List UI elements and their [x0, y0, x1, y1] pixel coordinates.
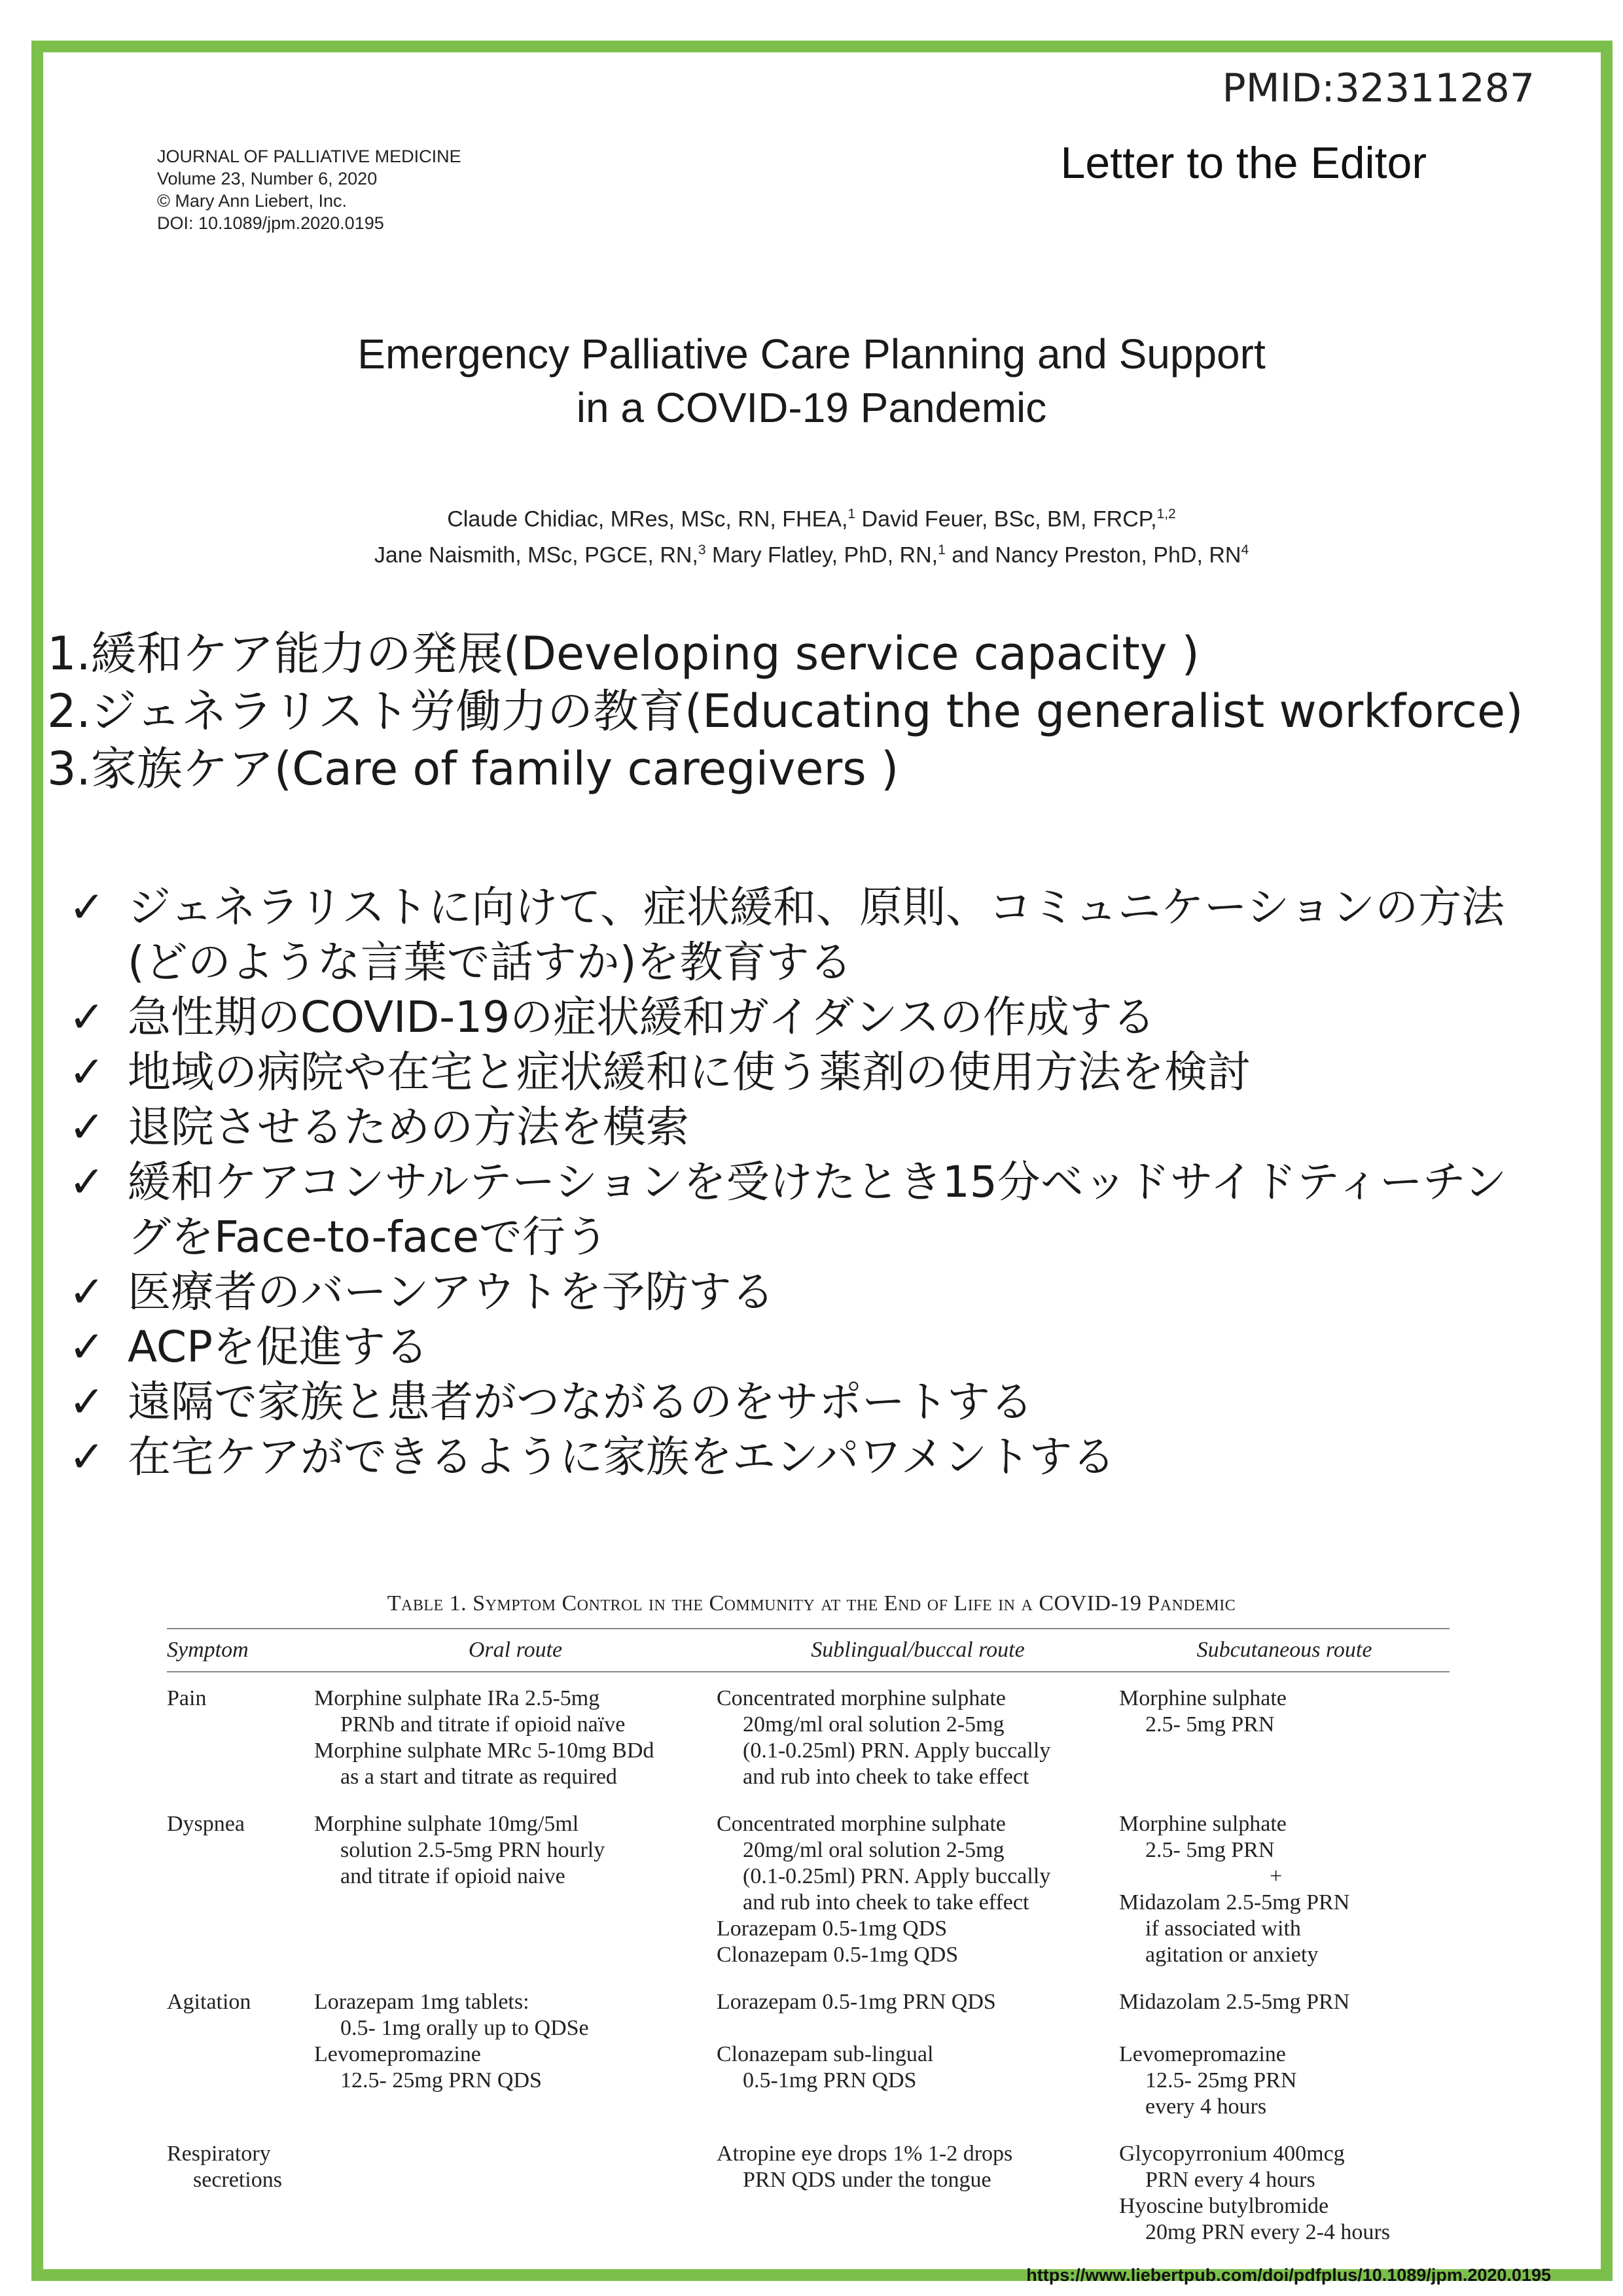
- author-affiliation: 4: [1241, 542, 1249, 558]
- cell-line: and rub into cheek to take effect: [743, 1890, 1029, 1915]
- cell-line: as a start and titrate as required: [340, 1765, 617, 1789]
- table-cell-sublingual: [717, 1989, 1119, 2120]
- check-item-text: 退院させるための方法を模索: [128, 1102, 689, 1152]
- cell-line: 0.5-1mg PRN QDS: [743, 2068, 917, 2093]
- cell-line: Midazolam 2.5-5mg PRN: [1119, 1890, 1350, 1915]
- table-cell-symptom: [167, 1686, 314, 1790]
- cell-line: Lorazepam 0.5-1mg QDS: [717, 1916, 948, 1941]
- cell-line: agitation or anxiety: [1145, 1943, 1319, 1967]
- table-cell-symptom: [167, 1811, 314, 1968]
- cell-line: Atropine eye drops 1% 1-2 drops: [717, 2142, 1013, 2166]
- check-item: [69, 1375, 1528, 1430]
- author-name: Mary Flatley, PhD, RN,: [705, 542, 938, 568]
- cell-line: every 4 hours: [1145, 2094, 1267, 2119]
- author-affiliation: 1: [847, 506, 856, 521]
- header-sublingual: Sublingual/buccal route: [811, 1638, 1025, 1662]
- cell-line: [717, 2015, 1119, 2041]
- author-line-2: [0, 535, 1623, 571]
- table-cell-subcutaneous: [1119, 1989, 1450, 2120]
- checkmark-icon: ✓: [69, 1267, 105, 1317]
- cell-line: Dyspnea: [167, 1812, 245, 1836]
- header-symptom: Symptom: [167, 1638, 249, 1662]
- check-item: [69, 1155, 1528, 1265]
- cell-line: Lorazepam 1mg tablets:: [314, 1990, 529, 2014]
- checkmark-icon: ✓: [69, 882, 105, 932]
- table-cell-symptom: [167, 2141, 314, 2246]
- cell-line: Glycopyrronium 400mcg: [1119, 2142, 1345, 2166]
- table-cell-oral: [314, 1989, 717, 2120]
- check-item: [69, 1265, 1528, 1320]
- checkmark-icon: ✓: [69, 1432, 105, 1482]
- numbered-item: 3.家族ケア(Care of family caregivers ): [47, 742, 899, 796]
- check-item: [69, 1100, 1528, 1155]
- table-cell-oral: [314, 1811, 717, 1968]
- journal-copyright: © Mary Ann Liebert, Inc.: [157, 191, 348, 211]
- checkmark-icon: ✓: [69, 1102, 105, 1152]
- checkmark-icon: ✓: [69, 1377, 105, 1427]
- author-affiliation: 1,2: [1156, 506, 1176, 521]
- table-row: [167, 2128, 1450, 2253]
- author-list: [0, 499, 1623, 571]
- checkmark-icon: ✓: [69, 1157, 105, 1207]
- table-cell-symptom: [167, 1989, 314, 2120]
- author-name: David Feuer, BSc, BM, FRCP,: [855, 506, 1157, 532]
- check-item: [69, 1320, 1528, 1375]
- cell-line: solution 2.5-5mg PRN hourly: [340, 1838, 605, 1862]
- check-item-text: 遠隔で家族と患者がつながるのをサポートする: [128, 1377, 1034, 1427]
- table-cell-subcutaneous: [1119, 2141, 1450, 2246]
- article-title: [0, 327, 1623, 434]
- check-item-text: 医療者のバーンアウトを予防する: [128, 1267, 775, 1317]
- cell-line: Concentrated morphine sulphate: [717, 1686, 1006, 1710]
- journal-volume: Volume 23, Number 6, 2020: [157, 169, 378, 188]
- cell-line: Morphine sulphate 10mg/5ml: [314, 1812, 579, 1836]
- table-cell-sublingual: [717, 1811, 1119, 1968]
- cell-line: 12.5- 25mg PRN QDS: [340, 2068, 542, 2093]
- cell-line: PRNb and titrate if opioid naïve: [340, 1712, 626, 1737]
- check-item-text: 緩和ケアコンサルテーションを受けたとき15分ベッドサイドティーチングをFace-to-faceで行う: [128, 1157, 1507, 1262]
- cell-line: PRN every 4 hours: [1145, 2168, 1315, 2192]
- checklist: [69, 880, 1528, 1485]
- header-oral: Oral route: [468, 1638, 563, 1662]
- numbered-list: [47, 625, 1523, 798]
- journal-name: JOURNAL OF PALLIATIVE MEDICINE: [157, 147, 461, 166]
- cell-line: 20mg PRN every 2-4 hours: [1145, 2220, 1390, 2244]
- table-cell-subcutaneous: [1119, 1686, 1450, 1790]
- cell-line: (0.1-0.25ml) PRN. Apply buccally: [743, 1739, 1051, 1763]
- cell-line: PRN QDS under the tongue: [743, 2168, 991, 2192]
- cell-line: 2.5- 5mg PRN: [1145, 1712, 1275, 1737]
- checkmark-icon: ✓: [69, 992, 105, 1042]
- cell-line: Midazolam 2.5-5mg PRN: [1119, 1990, 1350, 2014]
- cell-line: Lorazepam 0.5-1mg PRN QDS: [717, 1990, 996, 2014]
- author-name: Jane Naismith, MSc, PGCE, RN,: [374, 542, 698, 568]
- cell-line: Morphine sulphate: [1119, 1812, 1287, 1836]
- cell-line: Agitation: [167, 1990, 251, 2014]
- check-item: [69, 880, 1528, 990]
- numbered-item: 2.ジェネラリスト労働力の教育(Educating the generalist workforce): [47, 684, 1524, 738]
- cell-line: Clonazepam sub-lingual: [717, 2042, 934, 2066]
- pmid-label: PMID:32311287: [1222, 65, 1535, 111]
- check-item-text: 地域の病院や在宅と症状緩和に使う薬剤の使用方法を検討: [128, 1047, 1251, 1097]
- cell-line: Morphine sulphate IRa 2.5-5mg: [314, 1686, 600, 1710]
- cell-line: (0.1-0.25ml) PRN. Apply buccally: [743, 1864, 1051, 1888]
- check-item: [69, 1430, 1528, 1485]
- table-body: [167, 1672, 1450, 2253]
- title-line-2: in a COVID-19 Pandemic: [576, 384, 1047, 431]
- checkmark-icon: ✓: [69, 1322, 105, 1372]
- table-cell-sublingual: [717, 2141, 1119, 2246]
- table-cell-oral: [314, 2141, 717, 2246]
- cell-line: 20mg/ml oral solution 2-5mg: [743, 1838, 1005, 1862]
- check-item: [69, 1045, 1528, 1100]
- table-row: [167, 1976, 1450, 2128]
- footer-url: https://www.liebertpub.com/doi/pdfplus/10.1089/jpm.2020.0195: [1026, 2265, 1551, 2285]
- author-affiliation: 1: [938, 542, 946, 558]
- cell-line: Concentrated morphine sulphate: [717, 1812, 1006, 1836]
- cell-line: 20mg/ml oral solution 2-5mg: [743, 1712, 1005, 1737]
- journal-doi: DOI: 10.1089/jpm.2020.0195: [157, 213, 384, 233]
- check-item: [69, 990, 1528, 1045]
- checkmark-icon: ✓: [69, 1047, 105, 1097]
- cell-line: Morphine sulphate: [1119, 1686, 1287, 1710]
- author-name: Claude Chidiac, MRes, MSc, RN, FHEA,: [447, 506, 848, 532]
- cell-line: Respiratory: [167, 2142, 271, 2166]
- cell-line: Pain: [167, 1686, 207, 1710]
- cell-line: Clonazepam 0.5-1mg QDS: [717, 1943, 959, 1967]
- cell-line: +: [1270, 1864, 1283, 1888]
- cell-line: Levomepromazine: [314, 2042, 481, 2066]
- numbered-item: 1.緩和ケア能力の発展(Developing service capacity ): [47, 627, 1200, 680]
- header-subcutaneous: Subcutaneous route: [1196, 1638, 1372, 1662]
- cell-line: and rub into cheek to take effect: [743, 1765, 1029, 1789]
- check-item-text: ジェネラリストに向けて、症状緩和、原則、コミュニケーションの方法(どのような言葉で話すか)を教育する: [128, 882, 1505, 987]
- cell-line: and titrate if opioid naive: [340, 1864, 565, 1888]
- table-cell-sublingual: [717, 1686, 1119, 1790]
- table-cell-oral: [314, 1686, 717, 1790]
- author-name: and Nancy Preston, PhD, RN: [945, 542, 1241, 568]
- cell-line: Morphine sulphate MRc 5-10mg BDd: [314, 1739, 654, 1763]
- cell-line: if associated with: [1145, 1916, 1301, 1941]
- check-item-text: 在宅ケアができるように家族をエンパワメントする: [128, 1432, 1116, 1482]
- check-item-text: 急性期のCOVID-19の症状緩和ガイダンスの作成する: [128, 992, 1156, 1042]
- section-label: Letter to the Editor: [1060, 138, 1427, 188]
- cell-line: Levomepromazine: [1119, 2042, 1286, 2066]
- cell-line: 0.5- 1mg orally up to QDSe: [340, 2016, 589, 2040]
- table-cell-subcutaneous: [1119, 1811, 1450, 1968]
- cell-line: [1119, 2015, 1450, 2041]
- cell-line: 12.5- 25mg PRN: [1145, 2068, 1297, 2093]
- title-line-1: Emergency Palliative Care Planning and Support: [357, 330, 1266, 378]
- author-line-1: [0, 499, 1623, 535]
- journal-info: [157, 145, 461, 234]
- cell-line: Hyoscine butylbromide: [1119, 2194, 1329, 2218]
- table-caption: Table 1. Symptom Control in the Community at the End of Life in a COVID-19 Pandemic: [387, 1591, 1236, 1616]
- cell-line: 2.5- 5mg PRN: [1145, 1838, 1275, 1862]
- symptom-table: [167, 1628, 1450, 2253]
- check-item-text: ACPを促進する: [128, 1322, 429, 1372]
- author-affiliation: 3: [698, 542, 706, 558]
- table-header-row: [167, 1629, 1450, 1672]
- table-row: [167, 1672, 1450, 1798]
- cell-line: secretions: [193, 2168, 282, 2192]
- table-row: [167, 1798, 1450, 1976]
